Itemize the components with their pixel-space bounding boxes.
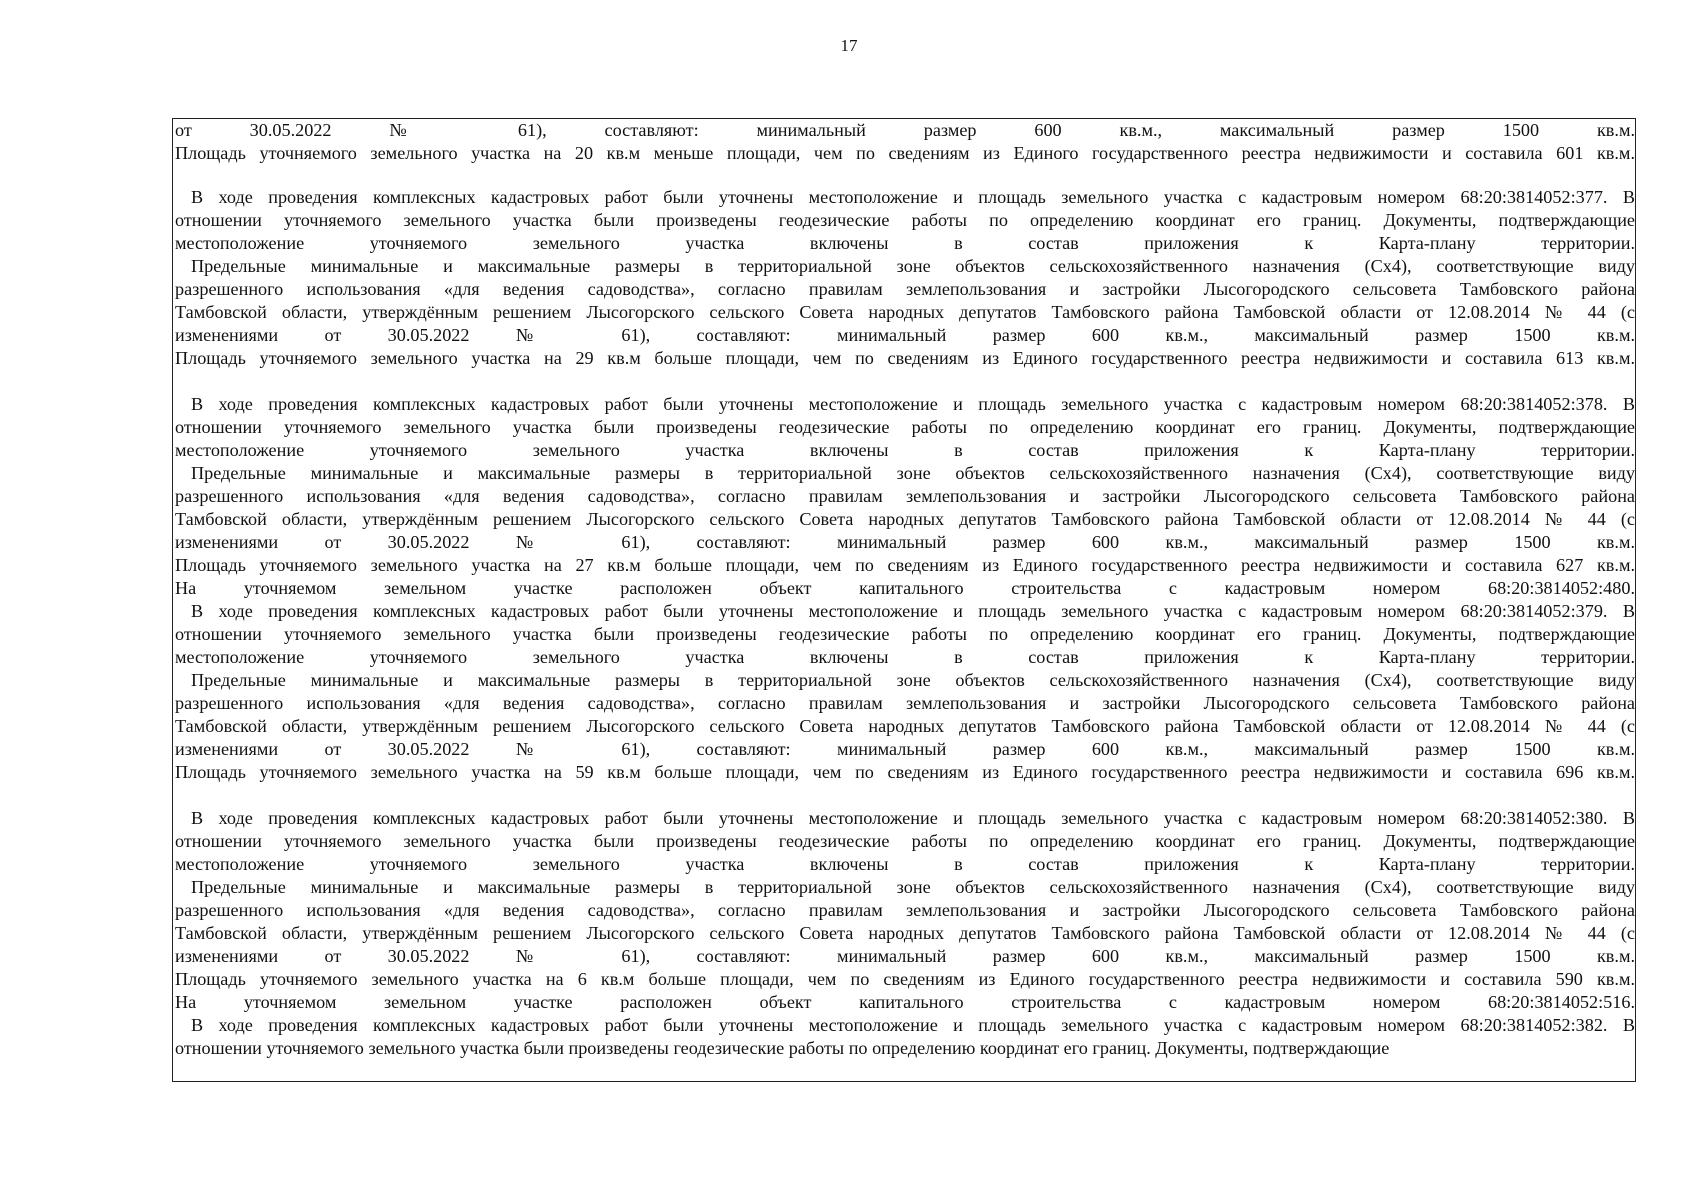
text-line: В ходе проведения комплексных кадастровых работ были уточнены местоположение и площадь земельного участка с кадастровым номером 68:20:3814052:378. В xyxy=(191,394,1635,414)
text-line: В ходе проведения комплексных кадастровых работ были уточнены местоположение и площадь земельного участка с кадастровым номером 68:20:3814052:382. В xyxy=(191,1015,1635,1035)
text-line: Площадь уточняемого земельного участка на 20 кв.м меньше площади, чем по сведениям из Единого государственного реестра недвижимости и составила 601 кв.м. xyxy=(175,143,1635,163)
text-line: Площадь уточняемого земельного участка на 29 кв.м больше площади, чем по сведениям из Единого государственного реестра недвижимости и составила 613 кв.м. xyxy=(175,348,1635,368)
text-line: В ходе проведения комплексных кадастровых работ были уточнены местоположение и площадь земельного участка с кадастровым номером 68:20:3814052:377. В xyxy=(191,187,1635,207)
text-line: отношении уточняемого земельного участка были произведены геодезические работы по определению координат его границ. Документы, подтверждающие xyxy=(175,831,1635,851)
text-line: разрешенного использования «для ведения садоводства», согласно правилам землепользования и застройки Лысогородского сельсовета Тамбовского района xyxy=(175,486,1635,506)
text-line: В ходе проведения комплексных кадастровых работ были уточнены местоположение и площадь земельного участка с кадастровым номером 68:20:3814052:379. В xyxy=(191,601,1635,621)
text-line: Предельные минимальные и максимальные размеры в территориальной зоне объектов сельскохозяйственного назначения (Сх4), соответствующие виду xyxy=(191,463,1635,483)
text-line: отношении уточняемого земельного участка были произведены геодезические работы по определению координат его границ. Документы, подтверждающие xyxy=(175,417,1635,437)
text-line: Тамбовской области, утверждённым решением Лысогорского сельского Совета народных депутатов Тамбовского района Тамбовской области от 12.08.2014 № 44 (с xyxy=(175,509,1635,529)
text-line: Предельные минимальные и максимальные размеры в территориальной зоне объектов сельскохозяйственного назначения (Сх4), соответствующие виду xyxy=(191,670,1635,690)
text-line: местоположение уточняемого земельного участка включены в состав приложения к Карта-плану территории. xyxy=(175,854,1635,874)
text-line: Тамбовской области, утверждённым решением Лысогорского сельского Совета народных депутатов Тамбовского района Тамбовской области от 12.08.2014 № 44 (с xyxy=(175,923,1635,943)
text-line: Площадь уточняемого земельного участка на 6 кв.м больше площади, чем по сведениям из Единого государственного реестра недвижимости и составила 590 кв.м. xyxy=(175,969,1635,989)
text-line: В ходе проведения комплексных кадастровых работ были уточнены местоположение и площадь земельного участка с кадастровым номером 68:20:3814052:380. В xyxy=(191,808,1635,828)
text-line: отношении уточняемого земельного участка были произведены геодезические работы по определению координат его границ. Документы, подтверждающие xyxy=(175,1038,1390,1058)
text-line: отношении уточняемого земельного участка были произведены геодезические работы по определению координат его границ. Документы, подтверждающие xyxy=(175,210,1635,230)
text-line: Предельные минимальные и максимальные размеры в территориальной зоне объектов сельскохозяйственного назначения (Сх4), соответствующие виду xyxy=(191,256,1635,276)
text-line: Площадь уточняемого земельного участка на 27 кв.м больше площади, чем по сведениям из Единого государственного реестра недвижимости и составила 627 кв.м. xyxy=(175,555,1635,575)
text-line: изменениями от 30.05.2022 № 61), составляют: минимальный размер 600 кв.м., максимальный размер 1500 кв.м. xyxy=(175,325,1635,345)
text-line: изменениями от 30.05.2022 № 61), составляют: минимальный размер 600 кв.м., максимальный размер 1500 кв.м. xyxy=(175,946,1635,966)
text-line: разрешенного использования «для ведения садоводства», согласно правилам землепользования и застройки Лысогородского сельсовета Тамбовского района xyxy=(175,693,1635,713)
text-line: На уточняемом земельном участке расположен объект капитального строительства с кадастровым номером 68:20:3814052:480. xyxy=(175,578,1635,598)
text-line: от 30.05.2022 № 61), составляют: минимальный размер 600 кв.м., максимальный размер 1500 кв.м. xyxy=(175,120,1635,140)
text-line: разрешенного использования «для ведения садоводства», согласно правилам землепользования и застройки Лысогородского сельсовета Тамбовского района xyxy=(175,900,1635,920)
text-line: Предельные минимальные и максимальные размеры в территориальной зоне объектов сельскохозяйственного назначения (Сх4), соответствующие виду xyxy=(191,877,1635,897)
text-line: изменениями от 30.05.2022 № 61), составляют: минимальный размер 600 кв.м., максимальный размер 1500 кв.м. xyxy=(175,739,1635,759)
text-line: Площадь уточняемого земельного участка на 59 кв.м больше площади, чем по сведениям из Единого государственного реестра недвижимости и составила 696 кв.м. xyxy=(175,762,1635,782)
text-line: изменениями от 30.05.2022 № 61), составляют: минимальный размер 600 кв.м., максимальный размер 1500 кв.м. xyxy=(175,532,1635,552)
text-line: На уточняемом земельном участке расположен объект капитального строительства с кадастровым номером 68:20:3814052:516. xyxy=(175,992,1635,1012)
text-line: местоположение уточняемого земельного участка включены в состав приложения к Карта-плану территории. xyxy=(175,647,1635,667)
text-line: Тамбовской области, утверждённым решением Лысогорского сельского Совета народных депутатов Тамбовского района Тамбовской области от 12.08.2014 № 44 (с xyxy=(175,716,1635,736)
text-line: Тамбовской области, утверждённым решением Лысогорского сельского Совета народных депутатов Тамбовского района Тамбовской области от 12.08.2014 № 44 (с xyxy=(175,302,1635,322)
text-line: разрешенного использования «для ведения садоводства», согласно правилам землепользования и застройки Лысогородского сельсовета Тамбовского района xyxy=(175,279,1635,299)
text-line: отношении уточняемого земельного участка были произведены геодезические работы по определению координат его границ. Документы, подтверждающие xyxy=(175,624,1635,644)
text-line: местоположение уточняемого земельного участка включены в состав приложения к Карта-плану территории. xyxy=(175,440,1635,460)
text-line: местоположение уточняемого земельного участка включены в состав приложения к Карта-плану территории. xyxy=(175,233,1635,253)
document-text-frame xyxy=(172,118,1636,1082)
page-number: 17 xyxy=(840,36,858,55)
